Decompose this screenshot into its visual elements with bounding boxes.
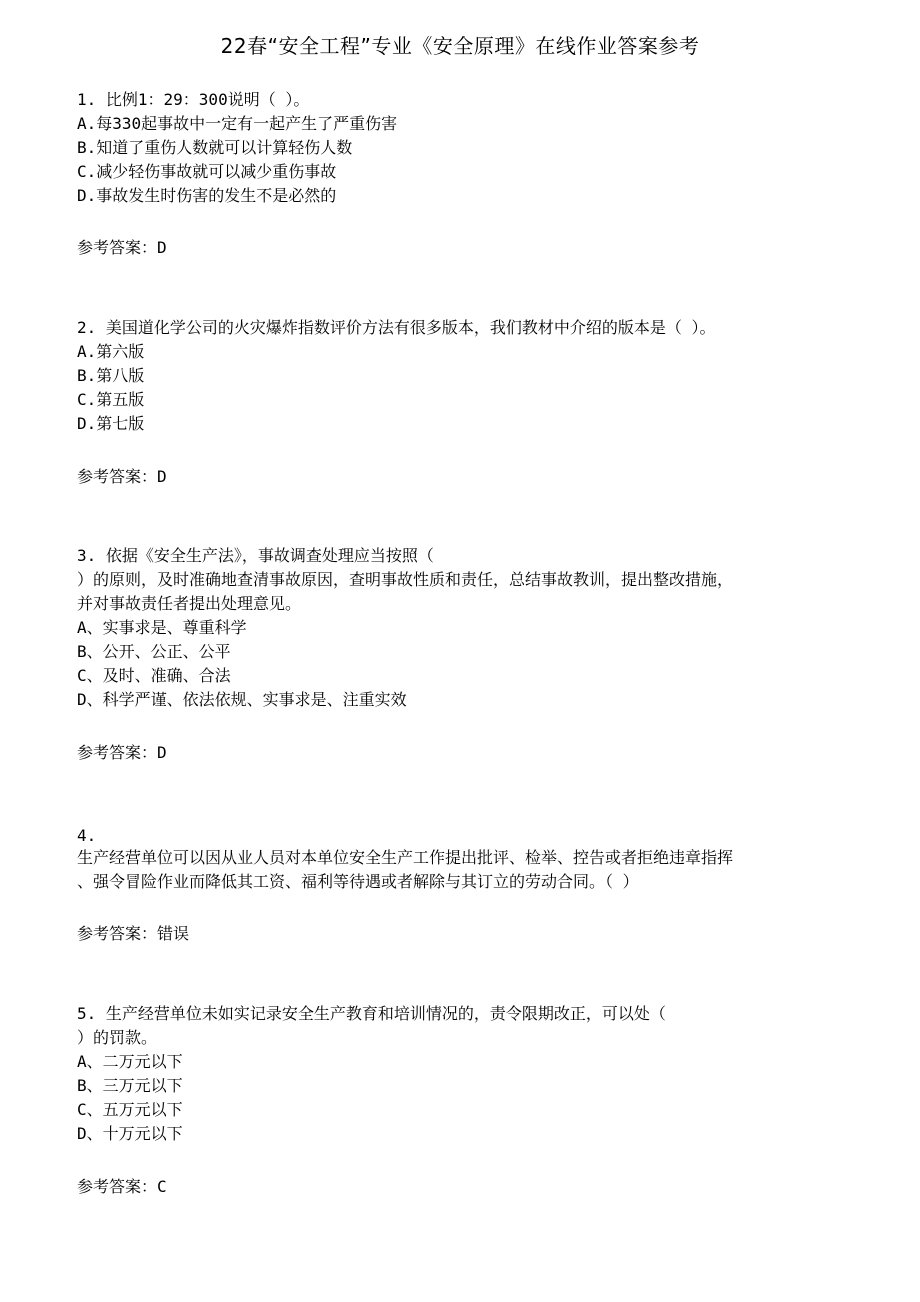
question-2-stem: 2. 美国道化学公司的火灾爆炸指数评价方法有很多版本，我们教材中介绍的版本是（ ）。 <box>77 318 716 337</box>
question-5-option-d: D、十万元以下 <box>77 1124 183 1143</box>
question-5-option-c: C、五万元以下 <box>77 1100 183 1119</box>
document-title: 22春“安全工程”专业《安全原理》在线作业答案参考 <box>220 34 700 58</box>
question-1-answer: 参考答案：D <box>77 238 167 257</box>
question-4-number: 4. <box>77 826 97 845</box>
question-1-stem: 1. 比例1：29：300说明（ ）。 <box>77 90 310 109</box>
question-1-option-a: A.每330起事故中一定有一起产生了严重伤害 <box>77 114 398 133</box>
question-3-option-c: C、及时、准确、合法 <box>77 666 231 685</box>
question-3-stem-line-1: 3. 依据《安全生产法》，事故调查处理应当按照（ <box>77 546 434 565</box>
question-2-option-d: D.第七版 <box>77 414 145 433</box>
question-1-option-d: D.事故发生时伤害的发生不是必然的 <box>77 186 337 205</box>
question-5-stem-line-1: 5. 生产经营单位未如实记录安全生产教育和培训情况的，责令限期改正，可以处（ <box>77 1004 666 1023</box>
question-3-option-a: A、实事求是、尊重科学 <box>77 618 247 637</box>
question-3-option-d: D、科学严谨、依法依规、实事求是、注重实效 <box>77 690 407 709</box>
question-3-answer: 参考答案：D <box>77 743 167 762</box>
question-2-answer: 参考答案：D <box>77 467 167 486</box>
question-2-option-b: B.第八版 <box>77 366 145 385</box>
question-3-stem-line-3: 并对事故责任者提出处理意见。 <box>77 594 302 613</box>
question-1-option-b: B.知道了重伤人数就可以计算轻伤人数 <box>77 138 353 157</box>
question-5-stem-line-2: ）的罚款。 <box>77 1028 158 1047</box>
question-4-answer: 参考答案：错误 <box>77 924 190 943</box>
question-4-stem-line-1: 生产经营单位可以因从业人员对本单位安全生产工作提出批评、检举、控告或者拒绝违章指挥 <box>77 848 734 867</box>
question-5-option-a: A、二万元以下 <box>77 1052 183 1071</box>
question-3-stem-line-2: ）的原则，及时准确地查清事故原因，查明事故性质和责任，总结事故教训，提出整改措施， <box>77 570 734 589</box>
question-3-option-b: B、公开、公正、公平 <box>77 642 231 661</box>
question-4-stem-line-2: 、强令冒险作业而降低其工资、福利等待遇或者解除与其订立的劳动合同。（ ） <box>77 872 639 891</box>
question-2-option-c: C.第五版 <box>77 390 145 409</box>
question-5-option-b: B、三万元以下 <box>77 1076 183 1095</box>
question-2-option-a: A.第六版 <box>77 342 145 361</box>
question-1-option-c: C.减少轻伤事故就可以减少重伤事故 <box>77 162 337 181</box>
question-5-answer: 参考答案：C <box>77 1177 167 1196</box>
